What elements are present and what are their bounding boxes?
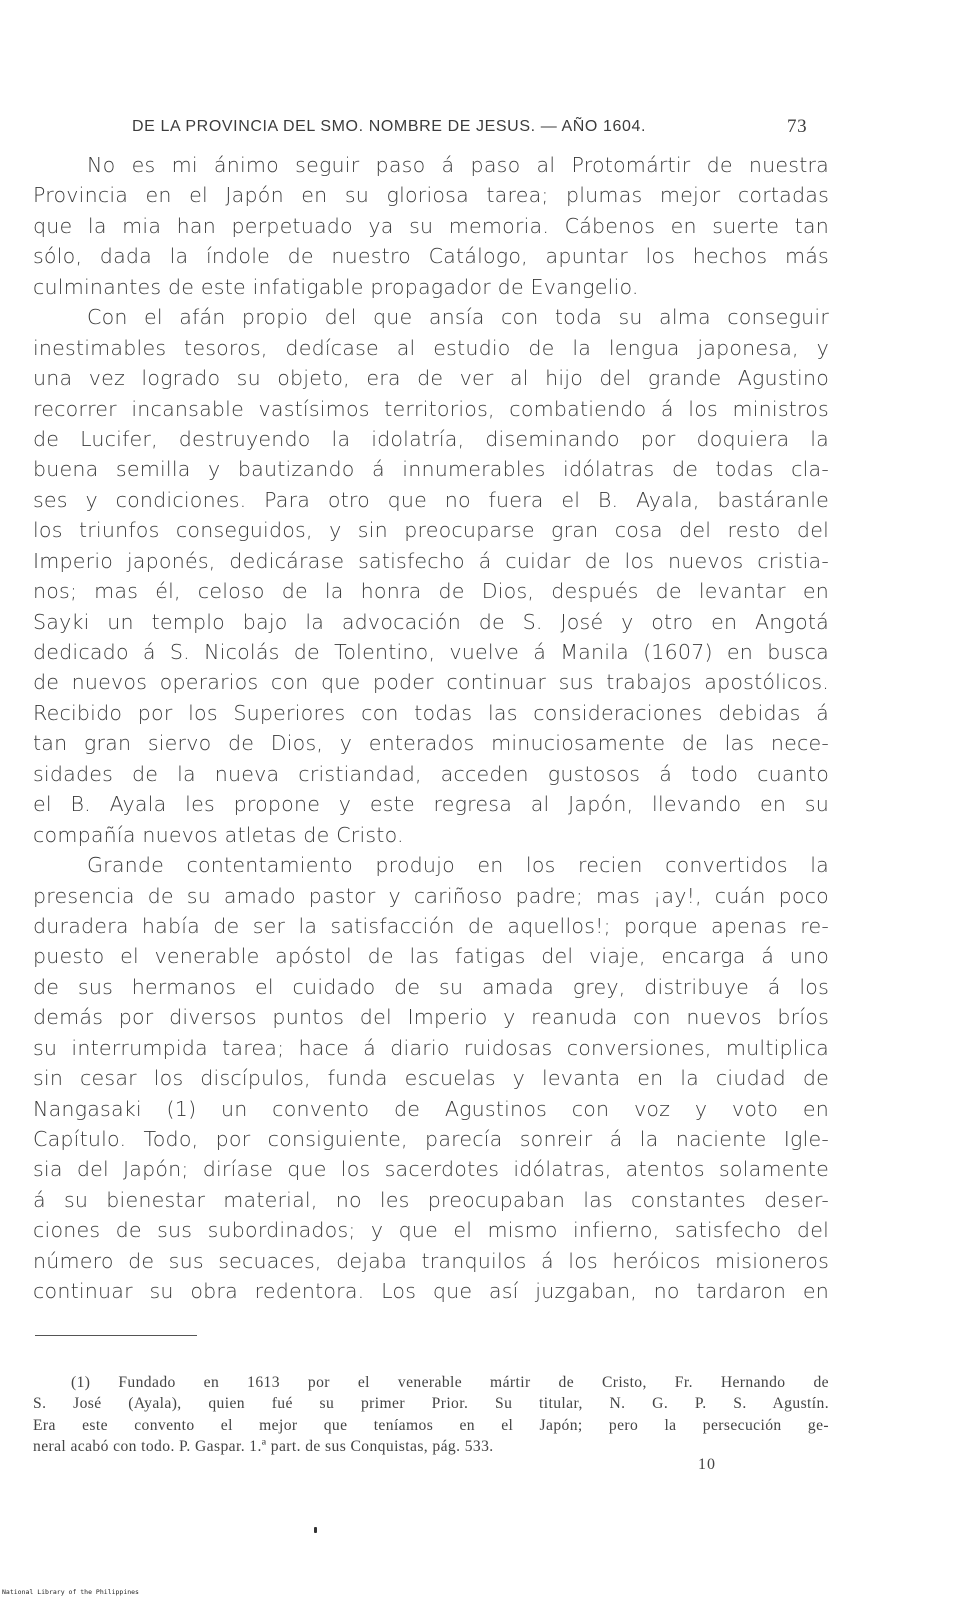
body-line: Capítulo. Todo, por consiguiente, parecía sonreir á la naciente Igle- (33, 1127, 829, 1151)
body-line: ses y condiciones. Para otro que no fuera el B. Ayala, bastáranle (33, 487, 829, 512)
body-line: una vez logrado su objeto, era de ver al hijo del grande Agustino (33, 366, 829, 391)
footnote-line: neral acabó con todo. P. Gaspar. 1.ª part. de sus Conquistas, pág. 533. (33, 1437, 494, 1455)
body-line: su interrumpida tarea; hace á diario ruidosas conversiones, multiplica (33, 1035, 829, 1060)
body-line: nos; mas él, celoso de la honra de Dios, después de levantar en (33, 579, 829, 604)
body-line: compañía nuevos atletas de Cristo. (33, 822, 404, 847)
body-line: demás por diversos puntos del Imperio y reanuda con nuevos bríos (33, 1005, 829, 1030)
body-line: dedicado á S. Nicolás de Tolentino, vuelve á Manila (1607) en busca (33, 640, 829, 664)
library-stamp: National Library of the Philippines (2, 1588, 139, 1596)
body-line: ciones de sus subordinados; y que el mismo infierno, satisfecho del (33, 1218, 829, 1243)
body-line: sin cesar los discípulos, funda escuelas y levanta en la ciudad de (33, 1066, 829, 1091)
body-line: presencia de su amado pastor y cariñoso padre; mas ¡ay!, cuán poco (33, 883, 829, 908)
footnote-divider (35, 1335, 197, 1336)
running-head (132, 118, 832, 136)
body-line: No es mi ánimo seguir paso á paso al Protomártir de nuestra (87, 153, 829, 177)
ink-speck (314, 1527, 317, 1533)
body-line: los triunfos conseguidos, y sin preocuparse gran cosa del resto del (33, 518, 829, 543)
body-line: tan gran siervo de Dios, y enterados minuciosamente de las nece- (33, 731, 829, 756)
running-title: DE LA PROVINCIA DEL SMO. NOMBRE DE JESUS. — AÑO 1604. (132, 118, 647, 135)
body-line: inestimables tesoros, dedícase al estudio de la lengua japonesa, y (33, 335, 829, 360)
body-line: Provincia en el Japón en su gloriosa tarea; plumas mejor cortadas (33, 183, 829, 208)
body-line: que la mia han perpetuado ya su memoria. Cábenos en suerte tan (33, 213, 829, 238)
body-line: el B. Ayala les propone y este regresa al Japón, llevando en su (33, 792, 829, 817)
body-line: Recibido por los Superiores con todas las consideraciones debidas á (33, 700, 829, 725)
body-line: de Lucifer, destruyendo la idolatría, diseminando por doquiera la (33, 426, 829, 451)
body-line: recorrer incansable vastísimos territorios, combatiendo á los ministros (33, 396, 829, 421)
body-line: número de sus secuaces, dejaba tranquilos á los heróicos misioneros (33, 1248, 829, 1273)
body-text (33, 150, 829, 1307)
body-line: de sus hermanos el cuidado de su amada grey, distribuye á los (33, 974, 829, 999)
page-number: 73 (787, 116, 808, 137)
body-line: Grande contentamiento produjo en los recien convertidos la (87, 853, 829, 878)
body-line: culminantes de este infatigable propagador de Evangelio. (33, 274, 639, 299)
body-line: sólo, dada la índole de nuestro Catálogo, apuntar los hechos más (33, 244, 829, 269)
body-line: duradera había de ser la satisfacción de aquellos!; porque apenas re- (33, 913, 829, 938)
footnote-line: (1) Fundado en 1613 por el venerable mártir de Cristo, Fr. Hernando de (71, 1374, 829, 1391)
body-line: sia del Japón; diríase que los sacerdotes idólatras, atentos solamente (33, 1157, 829, 1182)
body-line: Con el afán propio del que ansía con toda su alma conseguir (87, 305, 829, 330)
body-line: Nangasaki (1) un convento de Agustinos con voz y voto en (33, 1096, 829, 1121)
footnote-line: S. José (Ayala), quien fué su primer Prior. Su titular, N. G. P. S. Agustín. (33, 1395, 829, 1413)
body-line: de nuevos operarios con que poder continuar sus trabajos apostólicos. (33, 670, 829, 695)
body-line: á su bienestar material, no les preocupaban las constantes deser- (33, 1187, 829, 1212)
body-line: Imperio japonés, dedicárase satisfecho á cuidar de los nuevos cristia- (33, 548, 829, 573)
body-line: puesto el venerable apóstol de las fatigas del viaje, encarga á uno (33, 944, 829, 969)
body-line: continuar su obra redentora. Los que así juzgaban, no tardaron en (33, 1279, 829, 1304)
footnotes (33, 1372, 829, 1457)
signature-mark: 10 (698, 1456, 716, 1473)
footnote-line: Era este convento el mejor que teníamos en el Japón; pero la persecución ge- (33, 1416, 829, 1434)
body-line: Sayki un templo bajo la advocación de S. José y otro en Angotá (33, 609, 829, 634)
body-line: buena semilla y bautizando á innumerables idólatras de todas cla- (33, 457, 829, 482)
body-line: sidades de la nueva cristiandad, acceden gustosos á todo cuanto (33, 761, 829, 786)
